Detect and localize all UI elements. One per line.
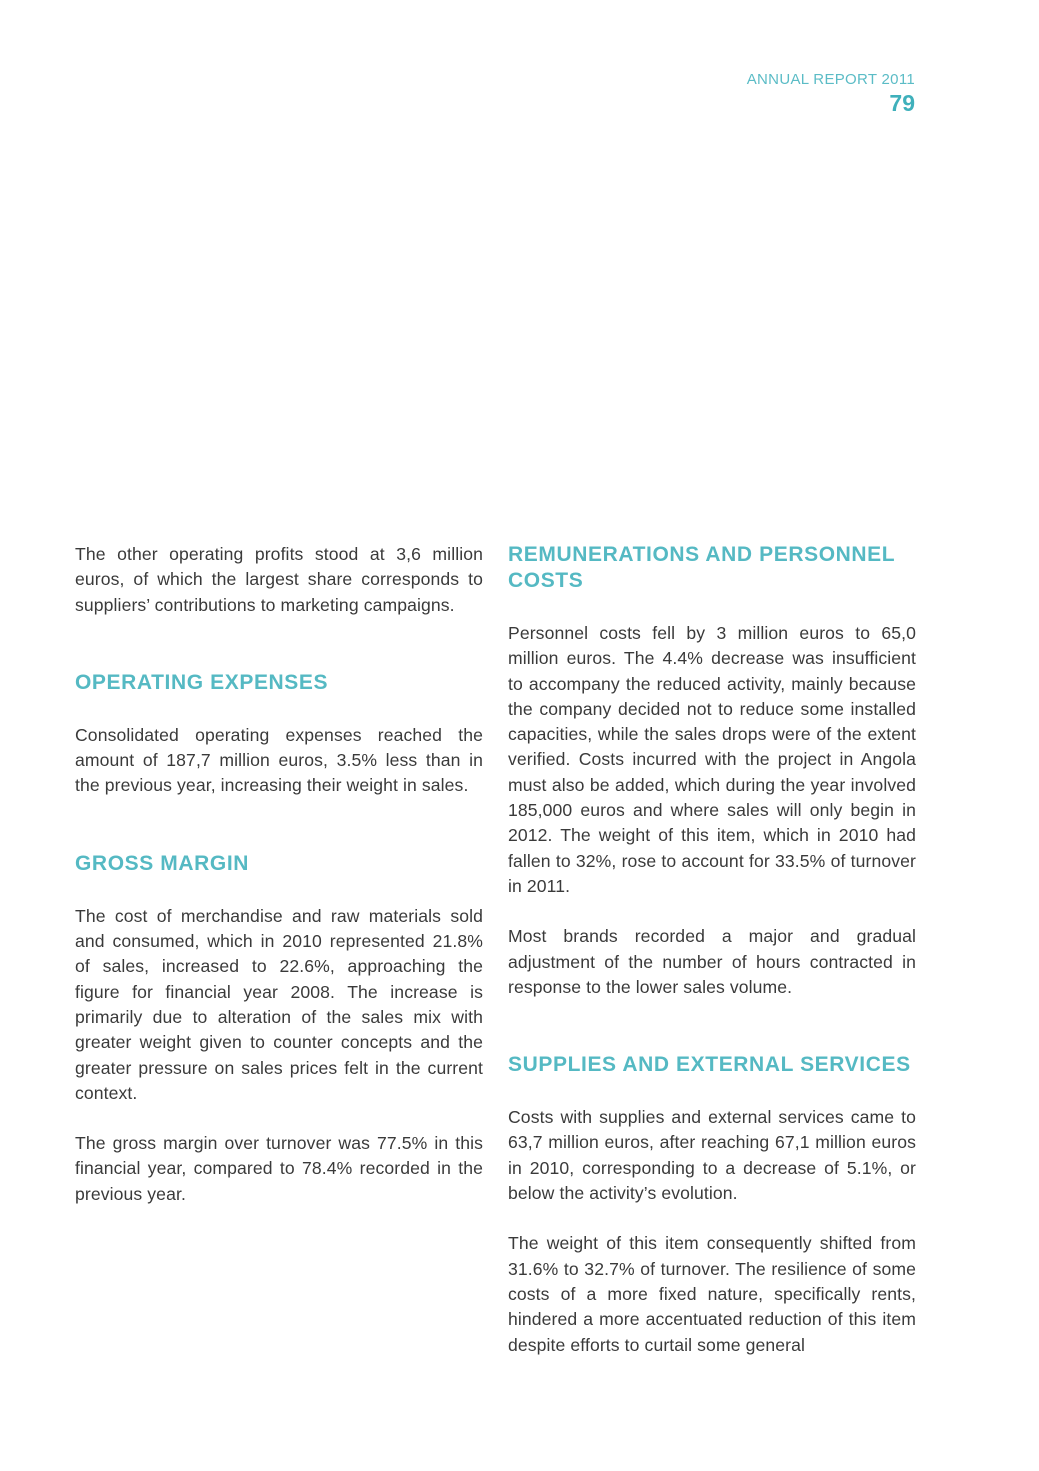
supplies-paragraph-2: The weight of this item consequently shifted from 31.6% to 32.7% of turnover. The resilience of some costs of a more fixed nature, specifically rents, hindered a more accentuated reduction of this item despite efforts to curtail some general [508, 1233, 916, 1355]
intro-paragraph: The other operating profits stood at 3,6 million euros, of which the largest share corresponds to suppliers’ contributions to marketing campaigns. [75, 544, 483, 615]
gross-margin-paragraph-2: The gross margin over turnover was 77.5% in this financial year, compared to 78.4% recorded in the previous year. [75, 1133, 483, 1204]
remunerations-heading: REMUNERATIONS AND PERSONNEL COSTS [508, 543, 895, 592]
operating-expenses-heading: OPERATING EXPENSES [75, 670, 329, 694]
page-number: 79 [889, 90, 915, 116]
operating-expenses-paragraph: Consolidated operating expenses reached the amount of 187,7 million euros, 3.5% less than in the previous year, increasing their weight in sales. [75, 724, 483, 796]
gross-margin-paragraph-1: The cost of merchandise and raw materials sold and consumed, which in 2010 represented 21.8% of sales, increased to 22.6%, approaching the figure for financial year 2008. The increase is primarily due to alteration of the sales mix with greater weight given to counter concepts and the greater pressure on sales prices felt in the current context. [75, 905, 483, 1103]
supplies-paragraph-1: Costs with supplies and external services came to 63,7 million euros, after reaching 67,1 million euros in 2010, corresponding to a decrease of 5.1%, or below the activity’s evolution. [508, 1107, 916, 1204]
right-column [508, 542, 916, 1383]
supplies-heading: SUPPLIES AND EXTERNAL SERVICES [508, 1053, 911, 1077]
gross-margin-heading: GROSS MARGIN [75, 851, 250, 875]
left-column [75, 542, 483, 1232]
report-title: ANNUAL REPORT 2011 [746, 71, 915, 88]
remunerations-paragraph-1: Personnel costs fell by 3 million euros to 65,0 million euros. The 4.4% decrease was insufficient to accompany the reduced activity, mainly because the company decided not to reduce some installed capacities, while the sales drops were of the extent verified. Costs incurred with the project in Angola must also be added, which during the year involved 185,000 euros and where sales will only begin in 2012. The weight of this item, which in 2010 had fallen to 32%, rose to account for 33.5% of turnover in 2011. [508, 623, 916, 896]
page-header [747, 70, 915, 116]
remunerations-paragraph-2: Most brands recorded a major and gradual adjustment of the number of hours contracted in response to the lower sales volume. [508, 926, 916, 997]
